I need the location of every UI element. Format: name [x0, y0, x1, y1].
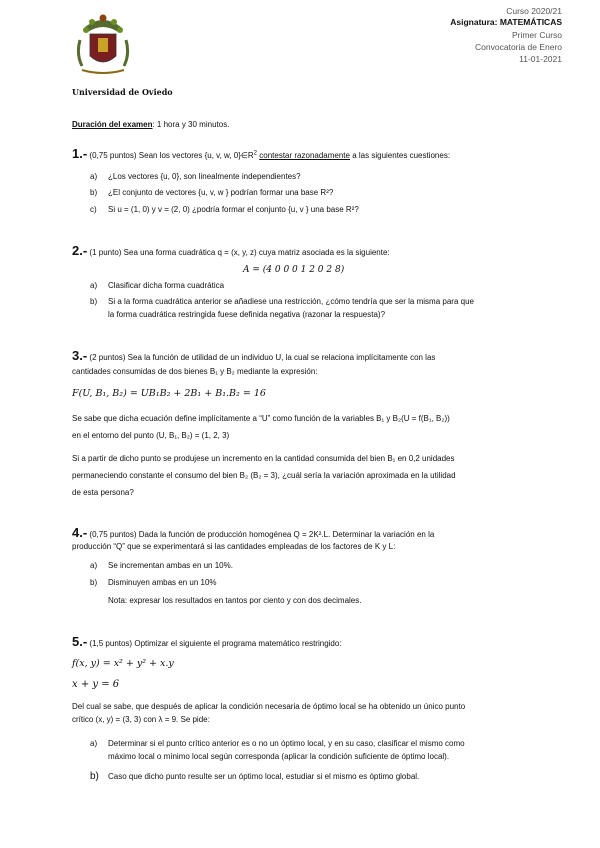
q4-b-text: Disminuyen ambas en un 10%	[108, 578, 217, 587]
q1-rest: a las siguientes cuestiones:	[352, 151, 451, 160]
q1-b-label: b)	[90, 188, 98, 197]
q4-item-a	[90, 561, 233, 570]
q1-number: 1.-	[72, 146, 88, 161]
q3-intro-1: Sea la función de utilidad de un individuo U, la cual se relaciona implícitamente con las	[127, 353, 436, 362]
q4-item-b	[90, 578, 217, 587]
q2-a-text: Clasificar dicha forma cuadrática	[108, 281, 225, 290]
q1-intro: Sean los vectores {u, v, w, 0}∈R	[138, 151, 254, 160]
q2-b-text-1: Si a la forma cuadrática anterior se añadiese una restricción, ¿cómo tendría que ser la misma para que	[108, 297, 474, 306]
university-logo	[72, 10, 134, 78]
q2-b-label: b)	[90, 297, 98, 306]
q1-a-text: ¿Los vectores {u, 0}, son linealmente independientes?	[108, 172, 301, 181]
q5-a-label: a)	[90, 739, 98, 748]
university-name: Universidad de Oviedo	[72, 87, 173, 97]
q1-item-a	[90, 172, 301, 181]
q1-a-label: a)	[90, 172, 98, 181]
q4-points: (0,75 puntos)	[89, 530, 137, 539]
exam-duration	[72, 120, 229, 129]
q5-function: f(x, y) = x² + y² + x.y	[72, 658, 174, 669]
question-1	[72, 146, 450, 161]
subject-label: Asignatura:	[450, 17, 500, 27]
q5-para-1b: crítico (x, y) = (3, 3) con λ = 9. Se pide:	[72, 715, 210, 724]
university-crest-icon	[72, 10, 134, 78]
q5-b-text: Caso que dicho punto resulte ser un óptimo local, estudiar si el mismo es óptimo global.	[108, 772, 420, 781]
q5-item-b	[90, 771, 419, 782]
q3-number: 3.-	[72, 348, 88, 363]
q5-b-label: b)	[90, 771, 99, 782]
q2-a-label: a)	[90, 281, 98, 290]
q4-a-label: a)	[90, 561, 98, 570]
q3-intro-2: cantidades consumidas de dos bienes B₁ y B₂ mediante la expresión:	[72, 367, 318, 376]
q5-points: (1,5 puntos)	[89, 639, 133, 648]
q5-item-a	[90, 739, 465, 748]
duration-label: Duración del examen	[72, 120, 153, 129]
q5-a-text-1: Determinar si el punto crítico anterior es o no un óptimo local, y en su caso, clasificar el mismo como	[108, 739, 465, 748]
q1-points: (0,75 puntos)	[89, 151, 137, 160]
q1-c-label: c)	[90, 205, 97, 214]
q3-para-2a: Si a partir de dicho punto se produjese un incremento en la cantidad consumida del bien B₁ en 0,2 unidades	[72, 454, 455, 463]
call-label: Convocatoria de Enero	[475, 42, 562, 52]
q2-points: (1 punto)	[89, 248, 122, 257]
question-2	[72, 243, 390, 258]
subject-line	[450, 17, 562, 27]
question-4	[72, 525, 434, 540]
q4-note: Nota: expresar los resultados en tantos por ciento y con dos decimales.	[108, 596, 362, 605]
q4-number: 4.-	[72, 525, 88, 540]
q4-b-label: b)	[90, 578, 98, 587]
q1-sup: 2	[253, 150, 258, 157]
q1-item-b	[90, 188, 333, 197]
course-label: Curso 2020/21	[506, 6, 562, 16]
q1-b-text: ¿El conjunto de vectores {u, v, w } podrían formar una base R²?	[108, 188, 334, 197]
q5-intro: Optimizar el siguiente el programa matemático restringido:	[134, 639, 342, 648]
duration-value: : 1 hora y 30 minutos.	[152, 120, 230, 129]
q5-a-text-2: máximo local o mínimo local según corresponda (aplicar la condición suficiente de óptimo local).	[108, 752, 450, 761]
q1-item-c	[90, 205, 359, 214]
q3-para-1a: Se sabe que dicha ecuación define implícitamente a “U” como función de la variables B₁ y B₂(U = f(B₁, B₂))	[72, 414, 450, 423]
q5-para-1a: Del cual se sabe, que después de aplicar la condición necesaria de óptimo local se ha obtenido un único punto	[72, 702, 466, 711]
q2-item-b	[90, 297, 474, 306]
subject-value: MATEMÁTICAS	[499, 17, 562, 27]
q1-c-text: Si u = (1, 0) y v = (2, 0) ¿podría formar el conjunto {u, v } una base R²?	[108, 205, 359, 214]
q3-para-1b: en el entorno del punto (U, B₁, B₂) = (1, 2, 3)	[72, 431, 230, 440]
q2-b-text-2: la forma cuadrática restringida fuese definida negativa (razonar la respuesta)?	[108, 310, 386, 319]
q3-para-2c: de esta persona?	[72, 488, 134, 497]
q5-constraint: x + y = 6	[72, 679, 120, 690]
year-label: Primer Curso	[511, 30, 562, 40]
q1-emphasis: contestar razonadamente	[259, 151, 350, 160]
q4-intro-2: producción “Q” que se experimentará si las cantidades empleadas de los factores de K y L:	[72, 542, 396, 551]
q4-a-text: Se incrementan ambas en un 10%.	[108, 561, 233, 570]
q3-para-2b: permaneciendo constante el consumo del bien B₂ (B₂ = 3), ¿cuál sería la variación aproximada en la utilidad	[72, 471, 456, 480]
q3-points: (2 puntos)	[89, 353, 126, 362]
q2-item-a	[90, 281, 224, 290]
q2-matrix: A = (4 0 0 0 1 2 0 2 8)	[243, 265, 345, 275]
q2-number: 2.-	[72, 243, 88, 258]
date-label: 11-01-2021	[519, 54, 562, 64]
q5-number: 5.-	[72, 634, 88, 649]
q3-equation: F(U, B₁, B₂) = UB₁B₂ + 2B₁ + B₁.B₂ = 16	[72, 388, 266, 399]
q2-intro: Sea una forma cuadrática q = (x, y, z) cuya matriz asociada es la siguiente:	[123, 248, 390, 257]
question-3	[72, 348, 435, 363]
q4-intro-1: Dada la función de producción homogénea Q = 2K².L. Determinar la variación en la	[138, 530, 435, 539]
question-5	[72, 634, 342, 649]
